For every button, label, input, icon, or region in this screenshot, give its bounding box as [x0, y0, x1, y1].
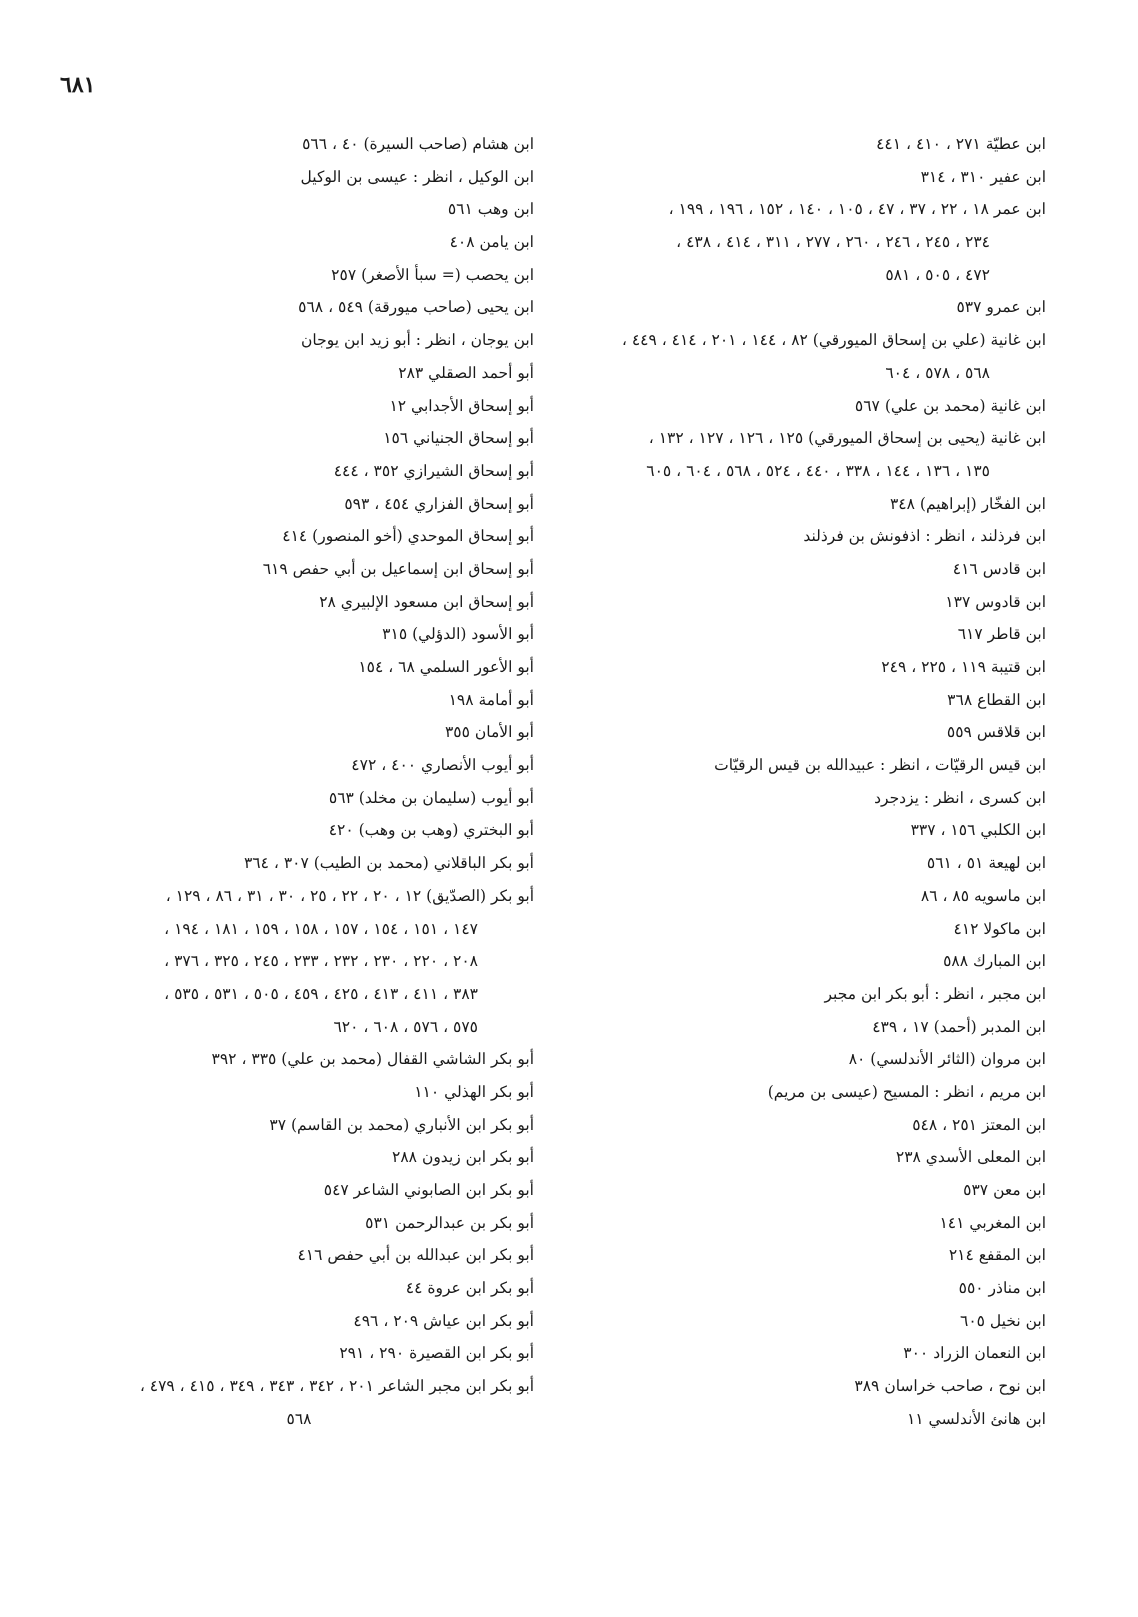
index-entry: ابن عمر ١٨ ، ٢٢ ، ٣٧ ، ٤٧ ، ١٠٥ ، ١٤٠ ، ١٥٢ ، ١٩٦ ، ١٩٩ ، — [668, 200, 1046, 219]
index-entry: أبو إسحاق الأجدابي ١٢ — [389, 396, 534, 415]
index-entry: ابن غانية (محمد بن علي) ٥٦٧ — [854, 396, 1046, 415]
index-entry: ابن الوكيل ، انظر : عيسى بن الوكيل — [300, 167, 534, 186]
index-entry: ابن مريم ، انظر : المسيح (عيسى بن مريم) — [767, 1082, 1046, 1101]
index-entry: أبو بكر بن عبدالرحمن ٥٣١ — [365, 1213, 534, 1232]
index-entry: ابن يوجان ، انظر : أبو زيد ابن يوجان — [301, 331, 534, 350]
index-entry-continuation: ٣٨٣ ، ٤١١ ، ٤١٣ ، ٤٢٥ ، ٤٥٩ ، ٥٠٥ ، ٥٣١ ، ٥٣٥ ، — [164, 984, 478, 1003]
index-entry: ابن نوح ، صاحب خراسان ٣٨٩ — [854, 1377, 1046, 1396]
index-entry: أبو بكر ابن الأنباري (محمد بن القاسم) ٣٧ — [269, 1115, 534, 1134]
index-entry: أبو بكر ابن عبدالله بن أبي حفص ٤١٦ — [297, 1246, 534, 1265]
index-entry: ابن لهيعة ٥١ ، ٥٦١ — [926, 854, 1046, 873]
index-entry: ابن هشام (صاحب السيرة) ٤٠ ، ٥٦٦ — [302, 135, 534, 153]
index-entry: ابن النعمان الزراد ٣٠٠ — [903, 1344, 1046, 1363]
index-entry: ابن يحيى (صاحب ميورقة) ٥٤٩ ، ٥٦٨ — [298, 298, 534, 317]
index-entry: أبو بكر ابن القصيرة ٢٩٠ ، ٢٩١ — [339, 1344, 534, 1363]
index-entry: أبو بكر ابن زيدون ٢٨٨ — [392, 1148, 534, 1167]
index-column-right — [556, 128, 1046, 1436]
index-entry-continuation: ٥٦٨ — [286, 1409, 312, 1428]
index-entry: ابن مجبر ، انظر : أبو بكر ابن مجبر — [824, 984, 1046, 1003]
index-entry: ابن المعتز ٢٥١ ، ٥٤٨ — [912, 1115, 1046, 1134]
index-entry: ابن فرذلند ، انظر : اذفونش بن فرذلند — [803, 527, 1046, 546]
index-entry: أبو بكر الشاشي القفال (محمد بن علي) ٣٣٥ ، ٣٩٢ — [211, 1050, 534, 1069]
index-entry: أبو الأعور السلمي ٦٨ ، ١٥٤ — [358, 658, 534, 676]
index-entry-continuation: ١٣٥ ، ١٣٦ ، ١٤٤ ، ٣٣٨ ، ٤٤٠ ، ٥٢٤ ، ٥٦٨ ، ٦٠٤ ، ٦٠٥ — [646, 461, 990, 480]
index-entry: أبو بكر الباقلاني (محمد بن الطيب) ٣٠٧ ، ٣٦٤ — [243, 854, 534, 873]
index-entry: أبو إسحاق الموحدي (أخو المنصور) ٤١٤ — [282, 527, 534, 546]
index-entry: ابن قادس ٤١٦ — [952, 559, 1046, 578]
index-entry: ابن المعلى الأسدي ٢٣٨ — [895, 1148, 1046, 1167]
index-entry: ابن عطيّة ٢٧١ ، ٤١٠ ، ٤٤١ — [876, 135, 1046, 153]
index-entry: أبو إسحاق الفزاري ٤٥٤ ، ٥٩٣ — [344, 494, 534, 513]
index-entry: أبو أيوب الأنصاري ٤٠٠ ، ٤٧٢ — [351, 756, 534, 775]
index-entry: أبو الأمان ٣٥٥ — [444, 723, 534, 742]
index-entry: ابن المبارك ٥٨٨ — [943, 952, 1046, 971]
index-entry: ابن قاطر ٦١٧ — [957, 625, 1046, 644]
index-entry: ابن ماكولا ٤١٢ — [953, 919, 1046, 938]
index-entry: أبو إسحاق الجنياني ١٥٦ — [383, 429, 534, 448]
index-entry: ابن غانية (يحيى بن إسحاق الميورقي) ١٢٥ ، ١٢٦ ، ١٢٧ ، ١٣٢ ، — [648, 429, 1046, 448]
index-entry: أبو بكر ابن مجبر الشاعر ٢٠١ ، ٣٤٢ ، ٣٤٣ ، ٣٤٩ ، ٤١٥ ، ٤٧٩ ، — [139, 1377, 534, 1396]
index-entry: ابن قتيبة ١١٩ ، ٢٢٥ ، ٢٤٩ — [881, 658, 1046, 676]
index-entry: ابن المغربي ١٤١ — [939, 1213, 1046, 1232]
index-entry: ابن عفير ٣١٠ ، ٣١٤ — [920, 167, 1046, 186]
index-entry-continuation: ١٤٧ ، ١٥١ ، ١٥٤ ، ١٥٧ ، ١٥٨ ، ١٥٩ ، ١٨١ ، ١٩٤ ، — [164, 919, 478, 938]
index-entry: ابن الكلبي ١٥٦ ، ٣٣٧ — [910, 821, 1046, 840]
index-entry-continuation: ٥٧٥ ، ٥٧٦ ، ٦٠٨ ، ٦٢٠ — [333, 1017, 478, 1036]
index-entry: ابن كسرى ، انظر : يزدجرد — [874, 788, 1046, 807]
index-entry: أبو أمامة ١٩٨ — [448, 690, 534, 709]
index-entry: أبو بكر ابن الصابوني الشاعر ٥٤٧ — [323, 1181, 534, 1199]
index-entry: أبو بكر الهذلي ١١٠ — [414, 1082, 534, 1101]
index-entry: ابن وهب ٥٦١ — [447, 200, 534, 219]
index-entry: ابن هانئ الأندلسي ١١ — [906, 1409, 1046, 1428]
index-entry: ابن قادوس ١٣٧ — [945, 592, 1046, 611]
index-entry: أبو إسحاق الشيرازي ٣٥٢ ، ٤٤٤ — [333, 461, 534, 480]
index-entry: ابن نخيل ٦٠٥ — [960, 1311, 1046, 1330]
index-column-left — [64, 128, 534, 1436]
index-entry: ابن مروان (الثائر الأندلسي) ٨٠ — [848, 1050, 1046, 1069]
index-entry: ابن قلاقس ٥٥٩ — [946, 723, 1046, 742]
index-entry: ابن المقفع ٢١٤ — [948, 1246, 1046, 1265]
page-number: ٦٨١ — [60, 72, 96, 98]
index-entry: ابن غانية (علي بن إسحاق الميورقي) ٨٢ ، ١٤٤ ، ٢٠١ ، ٤١٤ ، ٤٤٩ ، — [621, 331, 1046, 350]
index-entry: ابن الفخّار (إبراهيم) ٣٤٨ — [889, 494, 1046, 513]
index-entry-continuation: ٥٦٨ ، ٥٧٨ ، ٦٠٤ — [885, 363, 990, 382]
index-entry: ابن يامن ٤٠٨ — [449, 233, 534, 252]
index-entry: أبو بكر ابن عروة ٤٤ — [405, 1279, 534, 1298]
index-entry: ابن مناذر ٥٥٠ — [958, 1279, 1046, 1298]
index-entry: ابن ماسويه ٨٥ ، ٨٦ — [920, 886, 1046, 905]
index-entry: أبو الأسود (الدؤلي) ٣١٥ — [382, 625, 534, 644]
index-entry: أبو البختري (وهب بن وهب) ٤٢٠ — [328, 821, 534, 840]
index-entry-continuation: ٢٣٤ ، ٢٤٥ ، ٢٤٦ ، ٢٦٠ ، ٢٧٧ ، ٣١١ ، ٤١٤ ، ٤٣٨ ، — [676, 233, 990, 252]
index-entry: ابن القطاع ٣٦٨ — [947, 690, 1046, 709]
index-entry: ابن عمرو ٥٣٧ — [956, 298, 1046, 317]
index-entry: ابن معن ٥٣٧ — [963, 1181, 1046, 1199]
index-entry: أبو إسحاق ابن إسماعيل بن أبي حفص ٦١٩ — [262, 559, 534, 578]
index-entry: أبو أحمد الصقلي ٢٨٣ — [398, 363, 534, 382]
index-entry-continuation: ٤٧٢ ، ٥٠٥ ، ٥٨١ — [885, 265, 990, 284]
index-entry: أبو أيوب (سليمان بن مخلد) ٥٦٣ — [328, 788, 534, 807]
index-entry: أبو إسحاق ابن مسعود الإلبيري ٢٨ — [319, 592, 534, 611]
index-entry: ابن يحصب (= سبأ الأصغر) ٢٥٧ — [331, 265, 534, 284]
index-entry: ابن قيس الرقيّات ، انظر : عبيدالله بن قيس الرقيّات — [714, 756, 1046, 775]
index-entry-continuation: ٢٠٨ ، ٢٢٠ ، ٢٣٠ ، ٢٣٢ ، ٢٣٣ ، ٢٤٥ ، ٣٢٥ ، ٣٧٦ ، — [164, 952, 478, 971]
index-entry: أبو بكر (الصدّيق) ١٢ ، ٢٠ ، ٢٢ ، ٢٥ ، ٣٠ ، ٣١ ، ٨٦ ، ١٢٩ ، — [165, 886, 534, 905]
index-entry: أبو بكر ابن عياش ٢٠٩ ، ٤٩٦ — [353, 1311, 534, 1330]
index-entry: ابن المدبر (أحمد) ١٧ ، ٤٣٩ — [872, 1017, 1046, 1036]
